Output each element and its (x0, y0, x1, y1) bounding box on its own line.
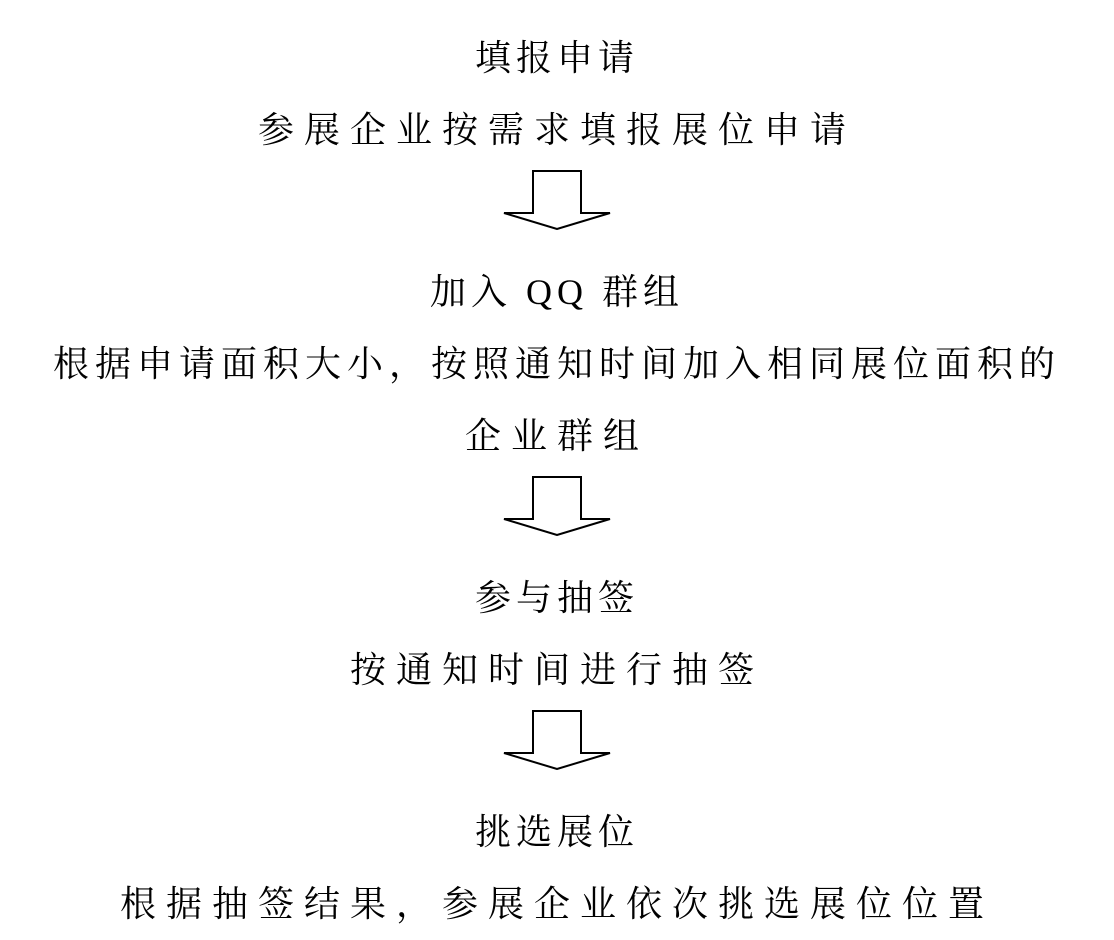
step-choose-booth (0, 796, 1114, 940)
step-fill-application (0, 22, 1114, 166)
down-arrow-icon (502, 170, 612, 230)
step-participate-lottery (0, 562, 1114, 706)
step-title: 挑选展位 (474, 812, 639, 852)
step-description-line: 根据抽签结果，参展企业依次挑选展位位置 (119, 884, 994, 924)
step-title: 填报申请 (474, 38, 639, 78)
step-title: 参与抽签 (474, 578, 639, 618)
step-join-qq-group (0, 256, 1114, 472)
step-description-line: 参展企业按需求填报展位申请 (257, 110, 856, 150)
step-description-line: 按通知时间进行抽签 (349, 650, 764, 690)
step-description-line: 企业群组 (464, 416, 649, 456)
down-arrow-icon (502, 476, 612, 536)
step-description-line: 根据申请面积大小，按照通知时间加入相同展位面积的 (52, 344, 1061, 384)
step-title: 加入 QQ 群组 (430, 272, 684, 312)
down-arrow-icon (502, 710, 612, 770)
